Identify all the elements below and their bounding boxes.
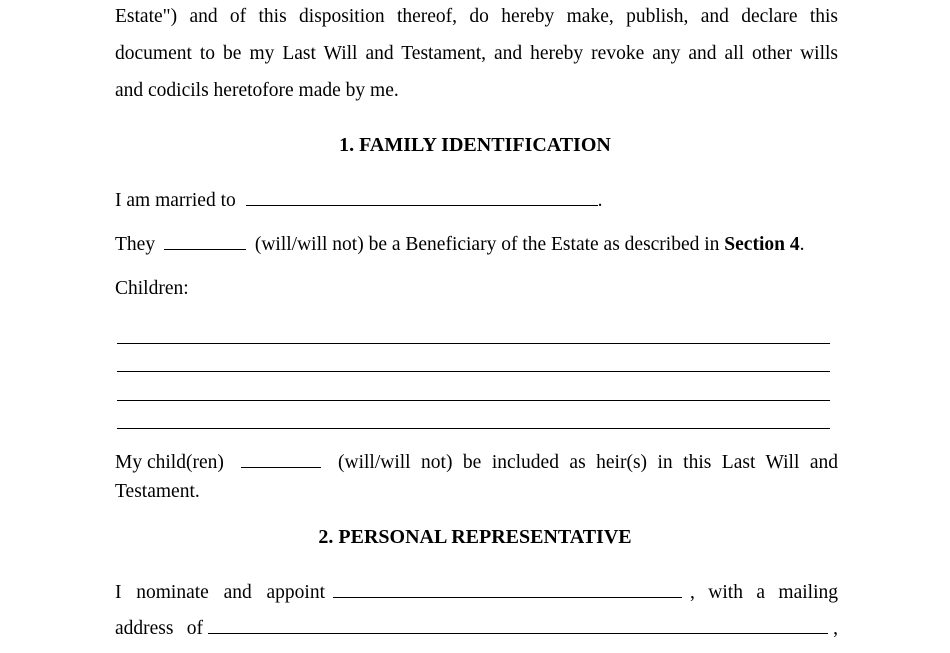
children-heirs-blank[interactable] xyxy=(241,451,321,468)
nominate-end: , with a mailing xyxy=(690,582,838,603)
children-blank-line[interactable] xyxy=(117,428,830,429)
heirs-end: (will/will not) be included as heir(s) in this Last Will and xyxy=(338,452,838,473)
heirs-line-1 xyxy=(115,451,838,475)
address-end: , xyxy=(833,618,838,639)
nominate-label: I nominate and appoint xyxy=(115,582,325,603)
section-1-heading: 1. FAMILY IDENTIFICATION xyxy=(339,134,611,156)
address-row xyxy=(115,617,838,641)
children-blank-line[interactable] xyxy=(117,343,830,344)
address-label: address of xyxy=(115,618,203,639)
married-label: I am married to xyxy=(115,190,236,211)
spouse-name-blank[interactable] xyxy=(246,189,598,206)
children-blank-line[interactable] xyxy=(117,400,830,401)
married-row xyxy=(115,189,838,213)
beneficiary-row xyxy=(115,233,838,257)
they-text: (will/will not) be a Beneficiary of the Estate as described in xyxy=(254,234,720,255)
spouse-beneficiary-blank[interactable] xyxy=(164,233,246,250)
preamble-line-3: and codicils heretofore made by me. xyxy=(115,80,399,101)
heirs-line-2: Testament. xyxy=(115,481,200,502)
section-2-heading: 2. PERSONAL REPRESENTATIVE xyxy=(318,526,632,548)
preamble-line-1: Estate") and of this disposition thereof, do hereby make, publish, and declare this xyxy=(115,6,838,27)
they-label: They xyxy=(115,234,156,255)
heirs-start: My child(ren) xyxy=(115,452,224,473)
preamble-line-2: document to be my Last Will and Testament, and hereby revoke any and all other wills xyxy=(115,43,838,64)
address-blank[interactable] xyxy=(208,617,828,634)
nominate-row xyxy=(115,581,838,605)
they-end: . xyxy=(799,234,805,255)
married-end: . xyxy=(597,190,603,211)
representative-name-blank[interactable] xyxy=(333,581,682,598)
section-4-reference: Section 4 xyxy=(724,234,800,255)
children-blank-line[interactable] xyxy=(117,371,830,372)
children-label: Children: xyxy=(115,278,189,299)
